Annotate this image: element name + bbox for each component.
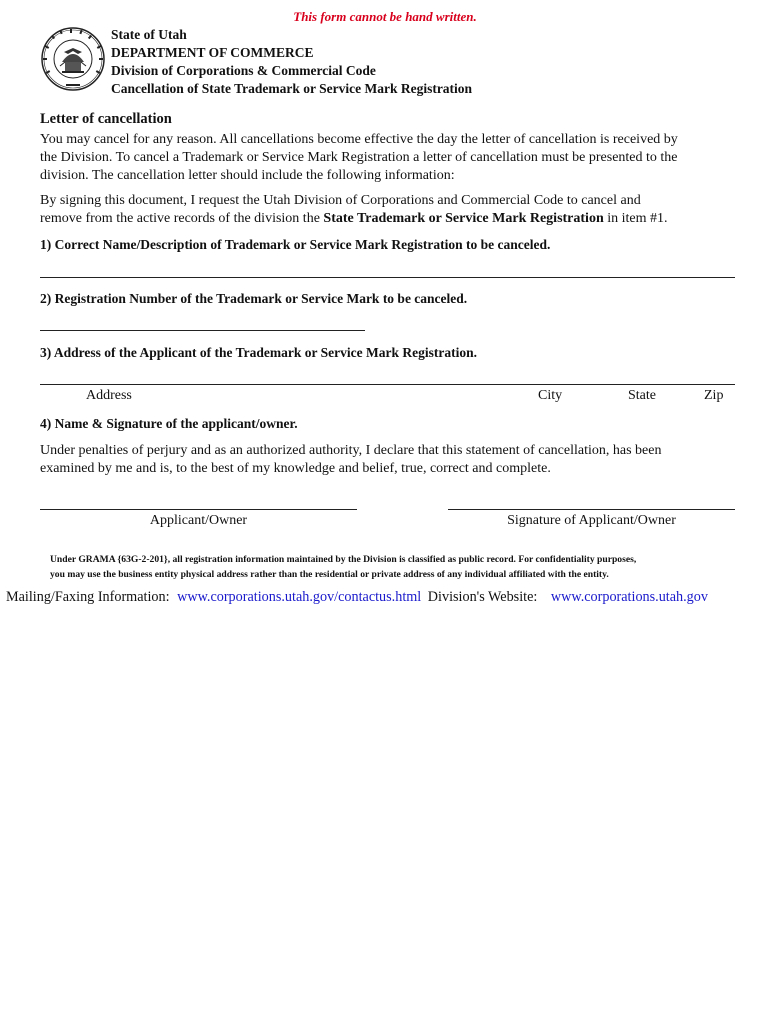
intro-paragraph bbox=[40, 131, 740, 185]
request-paragraph bbox=[40, 192, 740, 228]
item-4-label: 4) Name & Signature of the applicant/owner. bbox=[40, 416, 298, 431]
grama-line: Under GRAMA {63G-2-201}, all registration information maintained by the Division is classified as public record. For confidentiality purposes, bbox=[50, 554, 637, 565]
item-3-label: 3) Address of the Applicant of the Trademark or Service Mark Registration. bbox=[40, 345, 477, 360]
form-title: Cancellation of State Trademark or Service Mark Registration bbox=[111, 81, 473, 96]
state-label: State bbox=[628, 388, 656, 403]
form-header bbox=[111, 26, 472, 98]
applicant-owner-label: Applicant/Owner bbox=[149, 513, 248, 528]
website-label: Division's Website: bbox=[427, 589, 538, 605]
state-name: State of Utah bbox=[111, 27, 187, 42]
request-line: remove from the active records of the division the State Trademark or Service Mark Registration in item #1. bbox=[40, 211, 668, 226]
registration-emphasis: State Trademark or Service Mark Registration bbox=[323, 211, 604, 226]
state-seal-icon bbox=[40, 26, 106, 92]
signature-label: Signature of Applicant/Owner bbox=[507, 513, 676, 528]
item-2-label: 2) Registration Number of the Trademark or Service Mark to be canceled. bbox=[40, 291, 468, 306]
declaration-paragraph bbox=[40, 442, 740, 478]
trademark-name-field[interactable] bbox=[40, 277, 735, 278]
footer-contact bbox=[6, 589, 708, 606]
intro-line: division. The cancellation letter should include the following information: bbox=[40, 168, 455, 183]
registration-number-field[interactable] bbox=[40, 330, 365, 331]
intro-line: You may cancel for any reason. All cancellations become effective the day the letter of cancellation is received by bbox=[40, 132, 678, 147]
zip-label: Zip bbox=[704, 388, 724, 403]
city-label: City bbox=[538, 388, 563, 403]
applicant-owner-field[interactable] bbox=[40, 509, 357, 510]
hand-written-notice: This form cannot be hand written. bbox=[293, 9, 477, 24]
intro-line: the Division. To cancel a Trademark or Service Mark Registration a letter of cancellation must be presented to the bbox=[40, 150, 678, 165]
item-1-label: 1) Correct Name/Description of Trademark or Service Mark Registration to be canceled. bbox=[40, 237, 551, 252]
contact-us-link[interactable]: www.corporations.utah.gov/contactus.html bbox=[177, 589, 422, 605]
declaration-line: examined by me and is, to the best of my knowledge and belief, true, correct and complete. bbox=[40, 461, 551, 476]
department-name: DEPARTMENT OF COMMERCE bbox=[111, 45, 314, 60]
mailing-label: Mailing/Faxing Information: bbox=[6, 589, 170, 605]
declaration-line: Under penalties of perjury and as an authorized authority, I declare that this statement of cancellation, has been bbox=[40, 443, 662, 458]
request-line: By signing this document, I request the Utah Division of Corporations and Commercial Code to cancel and bbox=[40, 193, 641, 208]
applicant-address-field[interactable] bbox=[40, 384, 735, 385]
signature-field[interactable] bbox=[448, 509, 735, 510]
grama-line: you may use the business entity physical address rather than the residential or private address of any individual affiliated with the entity. bbox=[50, 569, 609, 580]
grama-notice bbox=[50, 552, 750, 582]
division-name: Division of Corporations & Commercial Code bbox=[111, 63, 376, 78]
address-label: Address bbox=[86, 388, 132, 403]
division-website-link[interactable]: www.corporations.utah.gov bbox=[550, 589, 708, 605]
section-title: Letter of cancellation bbox=[40, 111, 172, 127]
